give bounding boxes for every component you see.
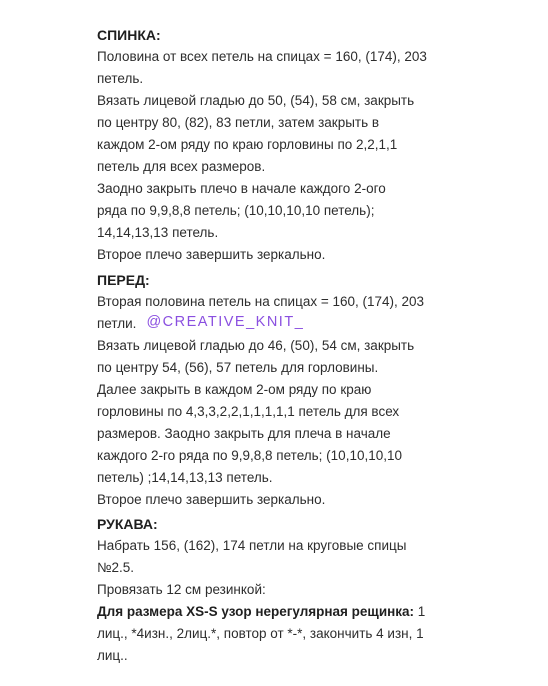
heading-back: СПИНКА: — [97, 27, 161, 43]
text-line: Вязать лицевой гладью до 50, (54), 58 см, закрыть — [97, 93, 415, 108]
size-label: Для размера XS-S узор нерегулярная рещинка: — [97, 604, 415, 619]
text-line: Второе плечо завершить зеркально. — [97, 247, 326, 262]
text-line: Половина от всех петель на спицах = 160, (174), 203 — [97, 49, 427, 64]
sleeve-text — [97, 535, 527, 667]
front-text — [97, 291, 527, 511]
text-line: по центру 80, (82), 83 петли, затем закрыть в — [97, 115, 380, 130]
text-line-mixed — [97, 601, 527, 623]
text-line: Провязать 12 см резинкой: — [97, 582, 266, 597]
text-line: Набрать 156, (162), 174 петли на круговые спицы — [97, 538, 407, 553]
text-line: размеров. Заодно закрыть для плеча в начале — [97, 426, 391, 441]
text-line: Вторая половина петель на спицах = 160, (174), 203 — [97, 294, 425, 309]
section-front — [97, 269, 527, 511]
text-line: лиц., *4изн., 2лиц.*, повтор от *-*, закончить 4 изн, 1 — [97, 626, 424, 641]
section-sleeve — [97, 513, 527, 667]
text-line: 14,14,13,13 петель. — [97, 225, 219, 240]
section-back — [97, 24, 527, 266]
text-line: по центру 54, (56), 57 петель для горловины. — [97, 360, 379, 375]
heading-sleeve: РУКАВА: — [97, 516, 158, 532]
text-line: лиц.. — [97, 648, 128, 663]
text-line-with-watermark — [97, 313, 527, 335]
text-line: ряда по 9,9,8,8 петель; (10,10,10,10 петель); — [97, 203, 375, 218]
text-line: Далее закрыть в каждом 2-ом ряду по краю — [97, 382, 372, 397]
back-text — [97, 46, 527, 266]
text-line: Вязать лицевой гладью до 46, (50), 54 см, закрыть — [97, 338, 415, 353]
text-line: каждого 2-го ряда по 9,9,8,8 петель; (10,10,10,10 — [97, 448, 402, 463]
text-line: каждом 2-ом ряду по краю горловины по 2,2,1,1 — [97, 137, 398, 152]
text-line: Второе плечо завершить зеркально. — [97, 492, 326, 507]
text-fragment: петли. — [97, 316, 137, 331]
text-line: горловины по 4,3,3,2,2,1,1,1,1,1 петель для всех — [97, 404, 400, 419]
text-line: петель) ;14,14,13,13 петель. — [97, 470, 273, 485]
watermark: @CREATIVE_KNIT_ — [146, 314, 305, 330]
text-fragment: 1 — [414, 604, 426, 619]
text-line: петель. — [97, 71, 144, 86]
heading-front: ПЕРЕД: — [97, 272, 150, 288]
text-line: петель для всех размеров. — [97, 159, 266, 174]
text-line: Заодно закрыть плечо в начале каждого 2-ого — [97, 181, 386, 196]
text-line: №2.5. — [97, 560, 134, 575]
